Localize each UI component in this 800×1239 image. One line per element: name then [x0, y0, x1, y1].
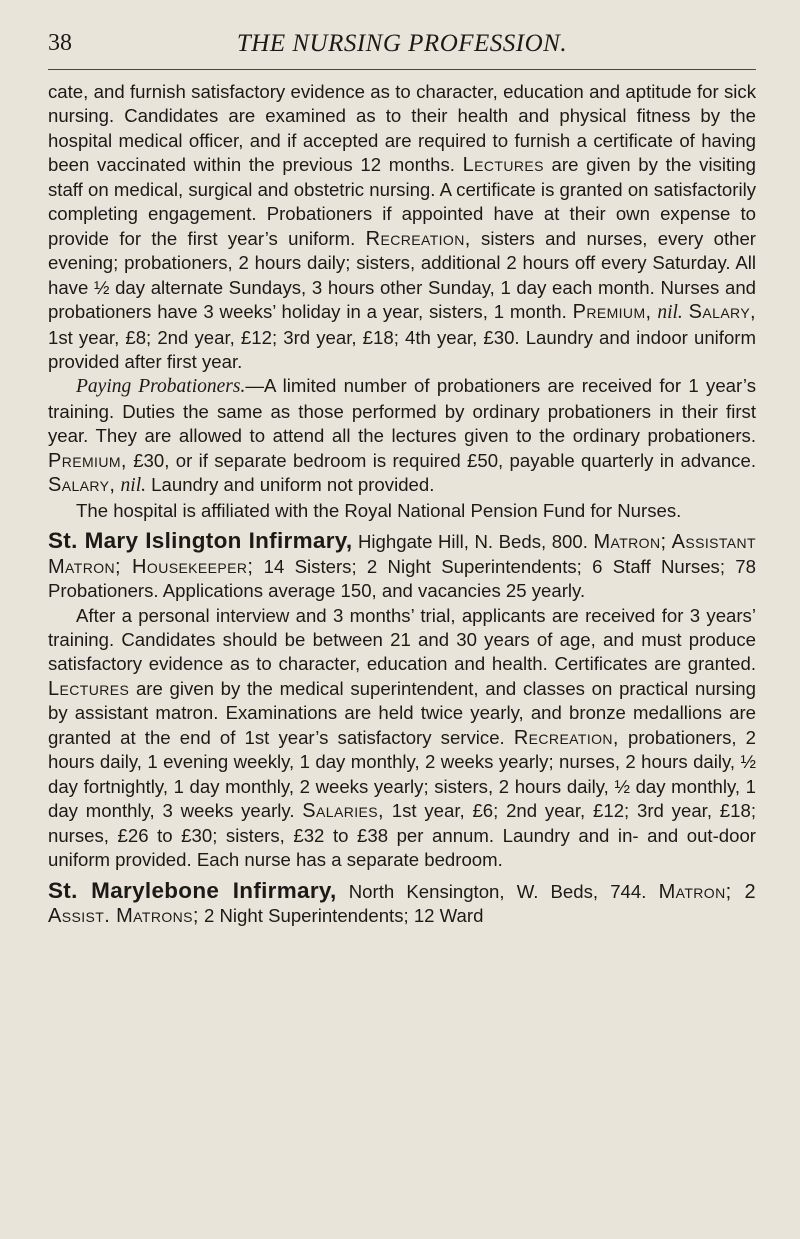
- body-text: [48, 80, 756, 928]
- paragraph-pension-fund: The hospital is affiliated with the Royal National Pension Fund for Nurses.: [76, 499, 682, 521]
- page-number: 38: [48, 30, 72, 56]
- staff-list: Matron; Assistant Matron; Housekeeper;: [48, 531, 756, 578]
- paragraph-probationers: cate, and furnish satisfactory evidence as to character, education and aptitude for sick nursing. Candidates are examined as to their health and physical fitness by the hospital medical officer, and if accepted are required to furnish a certificate of having been vaccinated within the previous 12 months. Lectures are given by the visiting staff on medical, surgical and obstetric nursing. A certificate is granted on satisfactorily completing engagement. Probationers if appointed have at their own expense to provide for the first year’s uniform. Recreation, sisters and nurses, every other evening; probationers, 2 hours daily; sisters, additional 2 hours off every Saturday. All have ½ day alternate Sundays, 3 hours other Sunday, 1 day each month. Nurses and probationers have 3 weeks’ holiday in a year, sisters, 1 month. Premium, nil. Salary, 1st year, £8; 2nd year, £12; 3rd year, £18; 4th year, £30. Laundry and indoor uniform provided after first year.: [48, 81, 757, 372]
- keyword-lectures: Lectures: [48, 677, 130, 700]
- page-header: [48, 30, 756, 60]
- keyword-salary: Salary,: [48, 474, 116, 497]
- entry-st-mary-islington: St. Mary Islington Infirmary, Highgate Hill, N. Beds, 800. Matron; Assistant Matron; Housekeeper; 14 Sisters; 2 Night Superintendents; 6 Staff Nurses; 78 Probationers. Applications average 150, and vacancies 25 yearly.: [48, 528, 756, 602]
- entry-st-marylebone: St. Marylebone Infirmary, North Kensington, W. Beds, 744. Matron; 2 Assist. Matrons; 2 Night Superintendents; 12 Ward: [48, 877, 756, 927]
- value-nil: nil.: [657, 302, 683, 324]
- running-head: THE NURSING PROFESSION.: [236, 30, 568, 57]
- keyword-premium: Premium,: [572, 301, 652, 324]
- header-rule: [48, 69, 756, 70]
- subheading-paying-probationers: Paying Probationers.: [76, 376, 246, 398]
- keyword-salaries: Salaries,: [302, 800, 384, 823]
- paragraph-st-mary-training: After a personal interview and 3 months’ trial, applicants are received for 3 years’ training. Candidates should be between 21 and 30 years of age, and must produce satisfactory evidence as to character, education and health. Certificates are granted. Lectures are given by the medical superintendent, and classes on practical nursing by assistant matron. Examinations are held twice yearly, and bronze medallions are granted at the end of 1st year’s satisfactory service. Recreation, probationers, 2 hours daily, 1 evening weekly, 1 day monthly, 2 weeks yearly; nurses, 2 hours daily, ½ day fortnightly, 1 day monthly, 2 weeks yearly; sisters, 2 hours daily, ½ day monthly, 1 day monthly, 3 weeks yearly. Salaries, 1st year, £6; 2nd year, £12; 3rd year, £18; nurses, £26 to £30; sisters, £32 to £38 per annum. Laundry and in- and out-door uniform provided. Each nurse has a separate bedroom.: [48, 604, 756, 871]
- keyword-lectures: Lectures: [462, 154, 544, 177]
- keyword-premium: Premium,: [48, 449, 127, 472]
- hospital-name-st-marylebone: St. Marylebone Infirmary,: [48, 877, 337, 903]
- paragraph-paying-probationers: Paying Probationers.—A limited number of probationers are received for 1 year’s training. Duties the same as those performed by ordinary probationers in their first year. They are allowed to attend all the lectures given to the ordinary probationers. Premium, £30, or if separate bedroom is required £50, payable quarterly in advance. Salary, nil. Laundry and uniform not provided.: [48, 375, 756, 497]
- keyword-recreation: Recreation,: [365, 227, 471, 250]
- staff-list: Matron; 2 Assist. Matrons;: [48, 880, 756, 927]
- keyword-salary: Salary,: [688, 301, 757, 324]
- hospital-name-st-mary-islington: St. Mary Islington Infirmary,: [48, 528, 353, 554]
- keyword-recreation: Recreation,: [513, 726, 619, 749]
- value-nil: nil.: [120, 475, 146, 497]
